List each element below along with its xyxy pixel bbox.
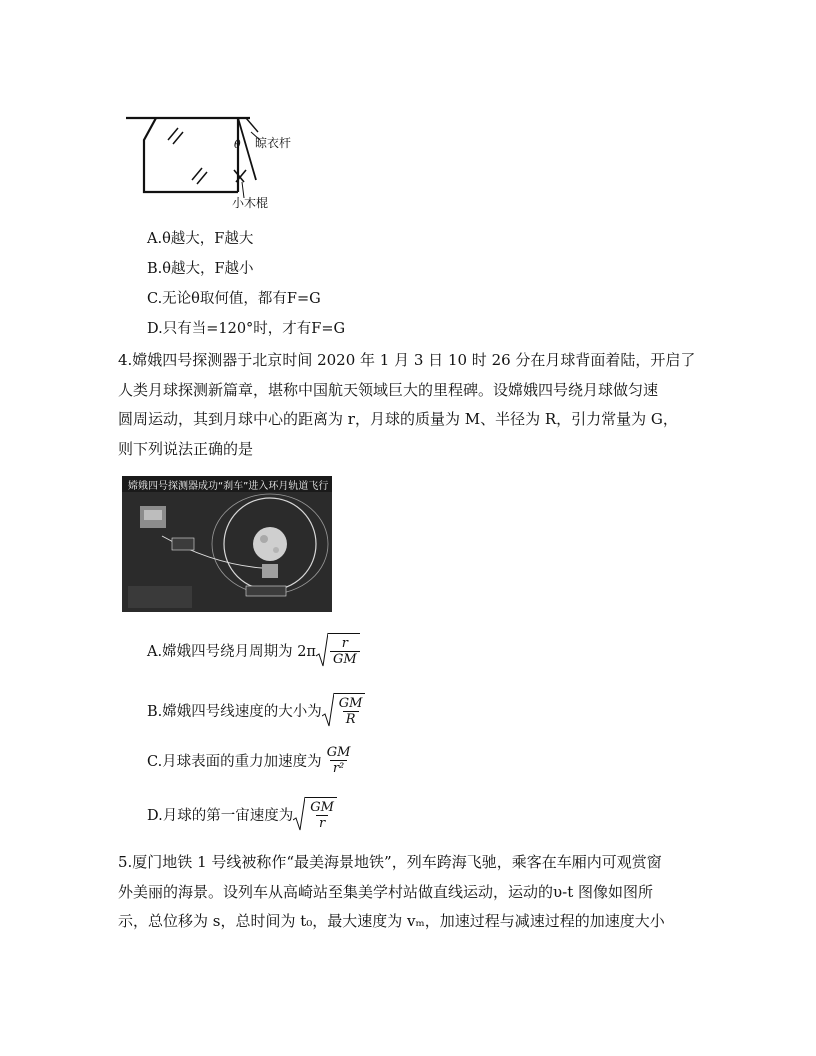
q4-d-numerator: GM [310, 800, 334, 815]
q4-option-a-text: A.嫦娥四号绕月周期为 2π [147, 643, 316, 660]
question-4-stem [118, 346, 696, 464]
q4-option-b [147, 692, 365, 728]
q4-c-numerator: GM [326, 745, 351, 760]
q3-option-a: A.θ越大，F越大 [147, 231, 254, 247]
sqrt-sign [322, 692, 366, 728]
q4-option-a [147, 632, 360, 668]
q4-option-d [147, 796, 337, 832]
q4-line-4: 则下列说法正确的是 [118, 439, 254, 458]
q4-line-1: 4.嫦娥四号探测器于北京时间 2020 年 1 月 3 日 10 时 26 分在月球背面着陆，开启了 [118, 351, 696, 369]
q5-line-2: 外美丽的海景。设列车从高崎站至集美学村站做直线运动，运动的υ-t 图像如图所 [118, 882, 653, 901]
q4-option-b-text: B.嫦娥四号线速度的大小为 [147, 703, 322, 720]
photo-title: 嫦娥四号探测器成功“刹车”进入环月轨道飞行 [128, 481, 329, 492]
q4-a-denominator: GM [330, 651, 360, 667]
q4-option-c [147, 745, 353, 776]
q4-d-denominator: r [316, 815, 328, 831]
q5-line-1: 5.厦门地铁 1 号线被称作“最美海景地铁”，列车跨海飞驰，乘客在车厢内可观赏窗 [118, 853, 662, 871]
q4-c-denominator: r² [330, 760, 347, 776]
q4-line-3: 圆周运动，其到月球中心的距离为 r，月球的质量为 M、半径为 R，引力常量为 G， [118, 410, 678, 428]
clothes-pole-figure [120, 110, 330, 215]
theta-label: θ [234, 138, 241, 151]
q3-option-d: D.只有当=120°时，才有F=G [147, 321, 346, 337]
q3-option-b: B.θ越大，F越小 [147, 261, 254, 277]
q5-line-3: 示，总位移为 s，总时间为 t₀，最大速度为 vₘ，加速过程与减速过程的加速度大小 [118, 912, 665, 930]
chang-e-photo [122, 476, 332, 612]
sqrt-sign [293, 796, 337, 832]
q4-line-2: 人类月球探测新篇章，堪称中国航天领域巨大的里程碑。设嫦娥四号绕月球做匀速 [118, 380, 659, 399]
q4-option-d-text: D.月球的第一宙速度为 [147, 807, 294, 824]
clothes-pole-diagram [120, 110, 330, 215]
pole-label: 晾衣杆 [255, 136, 292, 150]
q4-a-numerator: r [341, 636, 348, 651]
q4-b-denominator: R [343, 711, 359, 727]
sqrt-sign [316, 632, 360, 668]
stick-label: 小木棍 [232, 196, 269, 210]
q3-option-c: C.无论θ取何值，都有F=G [147, 291, 321, 307]
q4-b-numerator: GM [338, 696, 363, 711]
q4-option-c-text: C.月球表面的重力加速度为 [147, 754, 322, 770]
question-5-stem [118, 848, 688, 937]
